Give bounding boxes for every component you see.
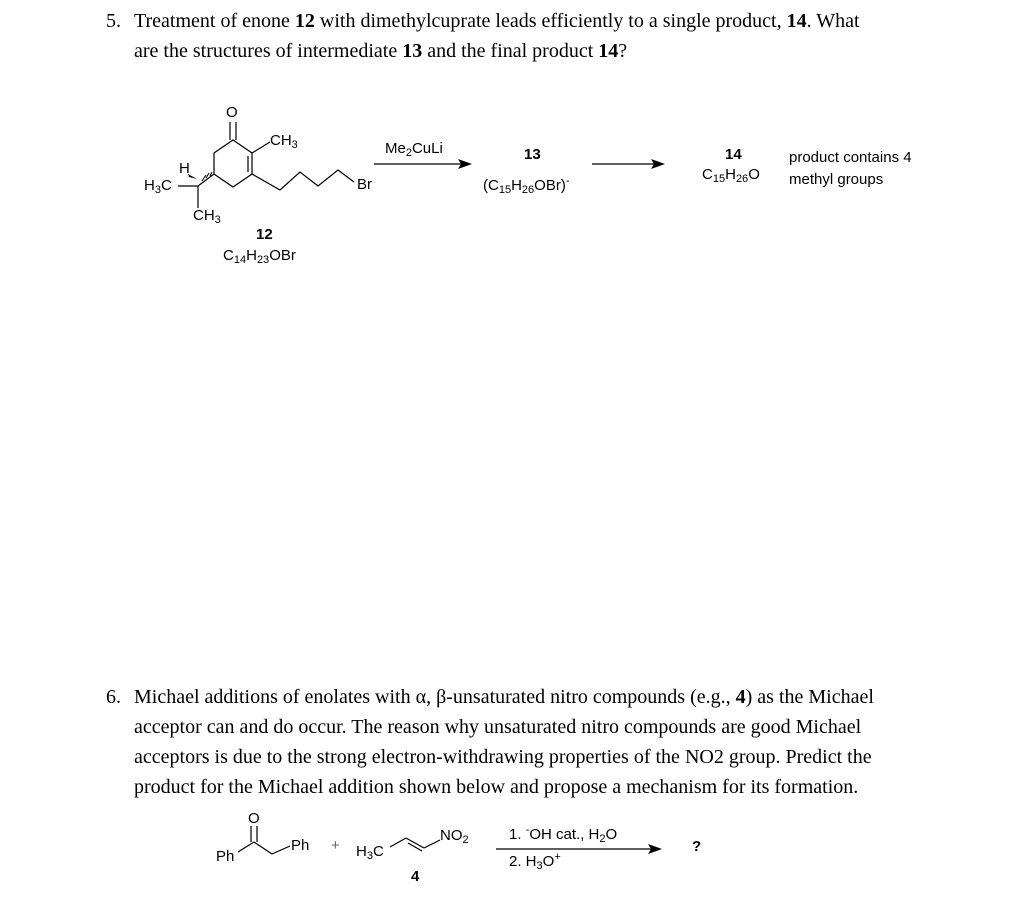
reaction-step-1: 1. -OH cat., $H_2O$ bbox=[509, 824, 618, 845]
unknown-product: ? bbox=[692, 838, 702, 855]
q6-number: 6. bbox=[106, 686, 121, 708]
compound-4-label: 4 bbox=[411, 868, 420, 885]
hydrogen-label: H bbox=[179, 160, 190, 177]
product-note-line1: product contains 4 bbox=[789, 149, 912, 166]
compound-12-label: 12 bbox=[256, 226, 273, 243]
carbonyl-oxygen: O bbox=[226, 104, 238, 121]
h3c-label: $H_3C$ bbox=[144, 177, 172, 196]
h3c-nitro-label: $H_3C$ bbox=[356, 843, 384, 862]
formula-12: $C_{14}H_{23}OBr$ bbox=[223, 247, 296, 266]
q5-line2: are the structures of intermediate 13 and the final product 14? bbox=[134, 40, 628, 62]
reagent-me2culi: $Me_2CuLi$ bbox=[385, 140, 443, 159]
bromine-label: Br bbox=[357, 176, 372, 193]
q6-line1: Michael additions of enolates with α, β-unsaturated nitro compounds (e.g., 4) as the Michael bbox=[134, 686, 874, 708]
product-note-line2: methyl groups bbox=[789, 171, 884, 188]
phenyl-left-label: Ph bbox=[216, 848, 235, 865]
methyl-top-label: $CH_3$ bbox=[270, 132, 298, 151]
plus-sign: + bbox=[331, 837, 340, 854]
q6-line2: acceptor can and do occur. The reason why unsaturated nitro compounds are good Michael bbox=[134, 716, 862, 738]
q5-number: 5. bbox=[106, 10, 121, 32]
ketone-oxygen: O bbox=[248, 810, 260, 827]
compound-14-label: 14 bbox=[725, 146, 742, 163]
q6-line4: product for the Michael addition shown below and propose a mechanism for its formation. bbox=[134, 776, 859, 798]
reaction-step-2: 2. $H_3O^+$ bbox=[509, 851, 561, 872]
methyl-bottom-label: $CH_3$ bbox=[193, 207, 221, 226]
compound-13-label: 13 bbox=[524, 146, 541, 163]
nitro-group-label: $NO_2$ bbox=[440, 827, 469, 846]
formula-14: $C_{15}H_{26}O$ bbox=[702, 166, 760, 185]
formula-13: $(C_{15}H_{26}OBr)^-$ bbox=[483, 175, 570, 196]
phenyl-right-label: Ph bbox=[291, 837, 310, 854]
q5-line1: Treatment of enone 12 with dimethylcuprate leads efficiently to a single product, 14. What bbox=[134, 10, 860, 32]
q6-line3: acceptors is due to the strong electron-withdrawing properties of the NO2 group. Predict the bbox=[134, 746, 872, 768]
